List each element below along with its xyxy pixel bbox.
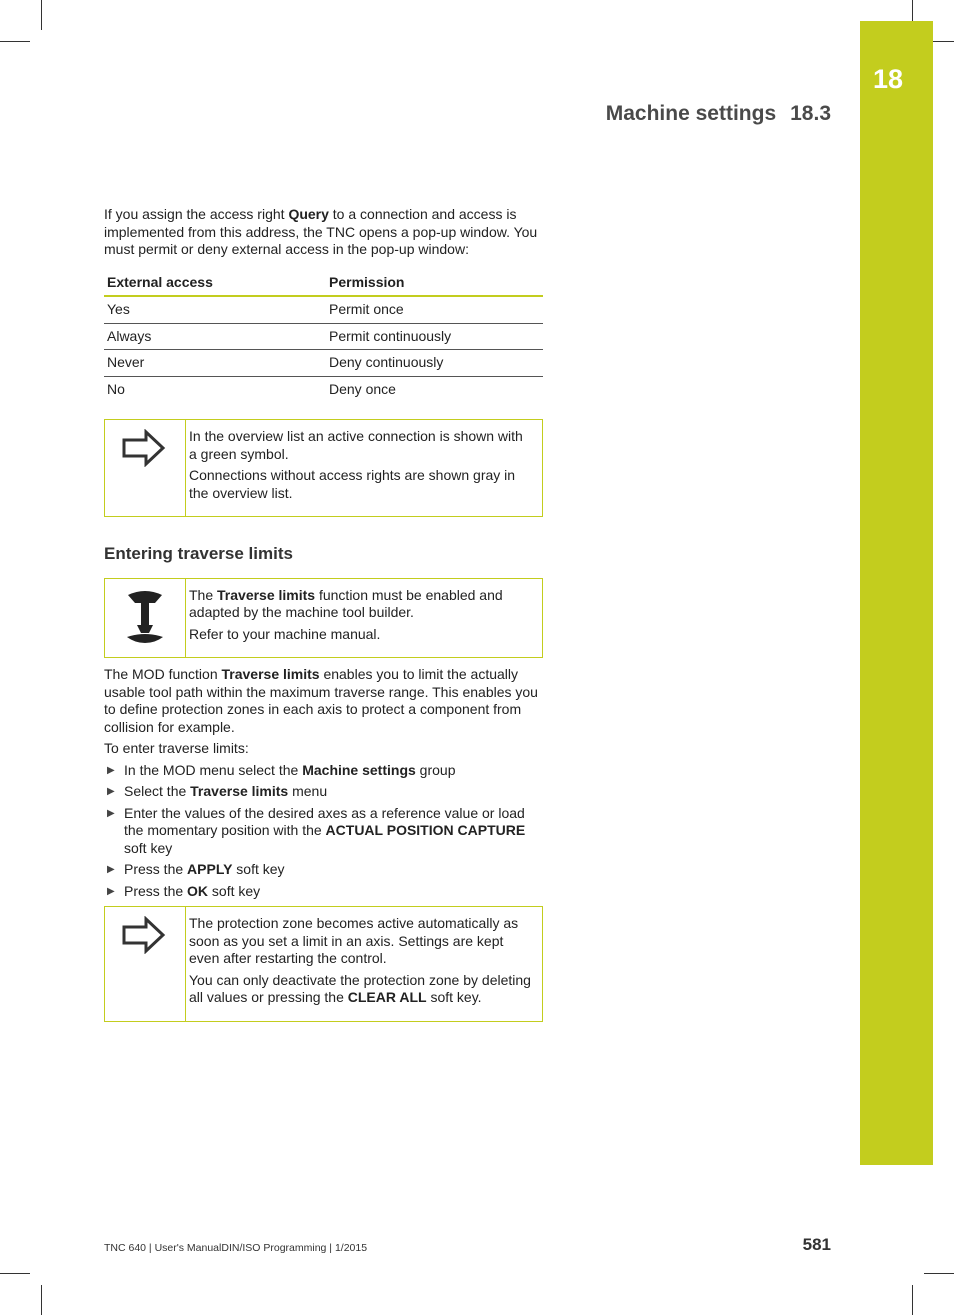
note-paragraph: The protection zone becomes active automatically as soon as you set a limit in an axis. Settings are kept even after restarting the control.: [189, 915, 519, 966]
list-item: [104, 805, 543, 858]
crop-mark: [0, 41, 30, 42]
body-paragraph: To enter traverse limits:: [104, 740, 249, 756]
table-row: [104, 323, 543, 350]
list-item: [104, 861, 543, 879]
table-header-row: [104, 271, 543, 297]
page-number: 581: [802, 1235, 831, 1254]
step-text: Enter the values of the desired axes as a reference value or load the momentary position with the ACTUAL POSITION CAPTURE soft key: [124, 804, 526, 856]
list-item: [104, 783, 543, 801]
note-box: [104, 906, 543, 1022]
table-cell: Deny continuously: [326, 350, 543, 377]
arrow-right-icon: [122, 916, 166, 954]
note-paragraph: You can only deactivate the protection zone by deleting all values or pressing the CLEAR ALL soft key.: [189, 971, 531, 1005]
bullet-icon: ▶: [107, 764, 115, 776]
crop-mark: [0, 1273, 30, 1274]
table-row: [104, 376, 543, 402]
running-header: [606, 102, 831, 126]
bullet-icon: ▶: [107, 807, 115, 819]
table-cell: Never: [104, 350, 326, 377]
crop-mark: [41, 1285, 42, 1315]
crop-mark: [924, 1273, 954, 1274]
table-cell: Permit continuously: [326, 323, 543, 350]
column-header: External access: [104, 271, 326, 297]
step-text: In the MOD menu select the Machine settings group: [124, 761, 456, 778]
section-heading: Entering traverse limits: [104, 544, 293, 563]
bullet-icon: ▶: [107, 786, 115, 797]
step-list: [104, 762, 543, 901]
chapter-number: 18: [872, 64, 904, 94]
table-cell: Deny once: [329, 380, 396, 397]
note-paragraph: In the overview list an active connection is shown with a green symbol.: [189, 428, 523, 462]
page-footer: TNC 640 | User's ManualDIN/ISO Programming | 1/2015: [104, 1242, 368, 1254]
arrow-right-icon: [122, 429, 166, 467]
crop-mark: [41, 0, 42, 30]
table-row: [104, 296, 543, 323]
step-text: Press the OK soft key: [124, 882, 261, 899]
step-text: Select the Traverse limits menu: [124, 783, 328, 799]
note-paragraph: Refer to your machine manual.: [189, 625, 381, 642]
chapter-title: Machine settings: [605, 102, 777, 125]
note-paragraph: The Traverse limits function must be enabled and adapted by the machine tool builder.: [189, 586, 503, 620]
crop-mark: [912, 1285, 913, 1315]
chapter-tab: [860, 21, 933, 1165]
section-number: 18.3: [790, 102, 831, 125]
table-cell: No: [107, 380, 125, 397]
step-text: Press the APPLY soft key: [124, 861, 285, 877]
bullet-icon: ▶: [107, 864, 115, 875]
list-item: [104, 762, 543, 780]
page-content: [104, 206, 543, 1022]
table-cell: Always: [104, 323, 326, 350]
note-paragraph: Connections without access rights are shown gray in the overview list.: [189, 467, 516, 501]
table-row: [104, 350, 543, 377]
list-item: [104, 883, 543, 901]
bullet-icon: ▶: [107, 885, 115, 897]
table-cell: Yes: [104, 296, 326, 323]
intro-paragraph: If you assign the access right Query to a connection and access is implemented from this address, the TNC opens a pop-up window. You must permit or deny external access in the pop-up window:: [104, 206, 538, 257]
body-paragraph: The MOD function Traverse limits enables you to limit the actually usable tool path within the maximum traverse range. This enables you to define protection zones in each axis to protect a component from collision for example.: [104, 666, 538, 735]
column-header: Permission: [326, 271, 543, 297]
machine-tool-icon: [125, 589, 165, 643]
access-table: [104, 271, 543, 403]
machine-note-box: [104, 578, 543, 659]
note-box: [104, 419, 543, 517]
table-cell: Permit once: [326, 296, 543, 323]
